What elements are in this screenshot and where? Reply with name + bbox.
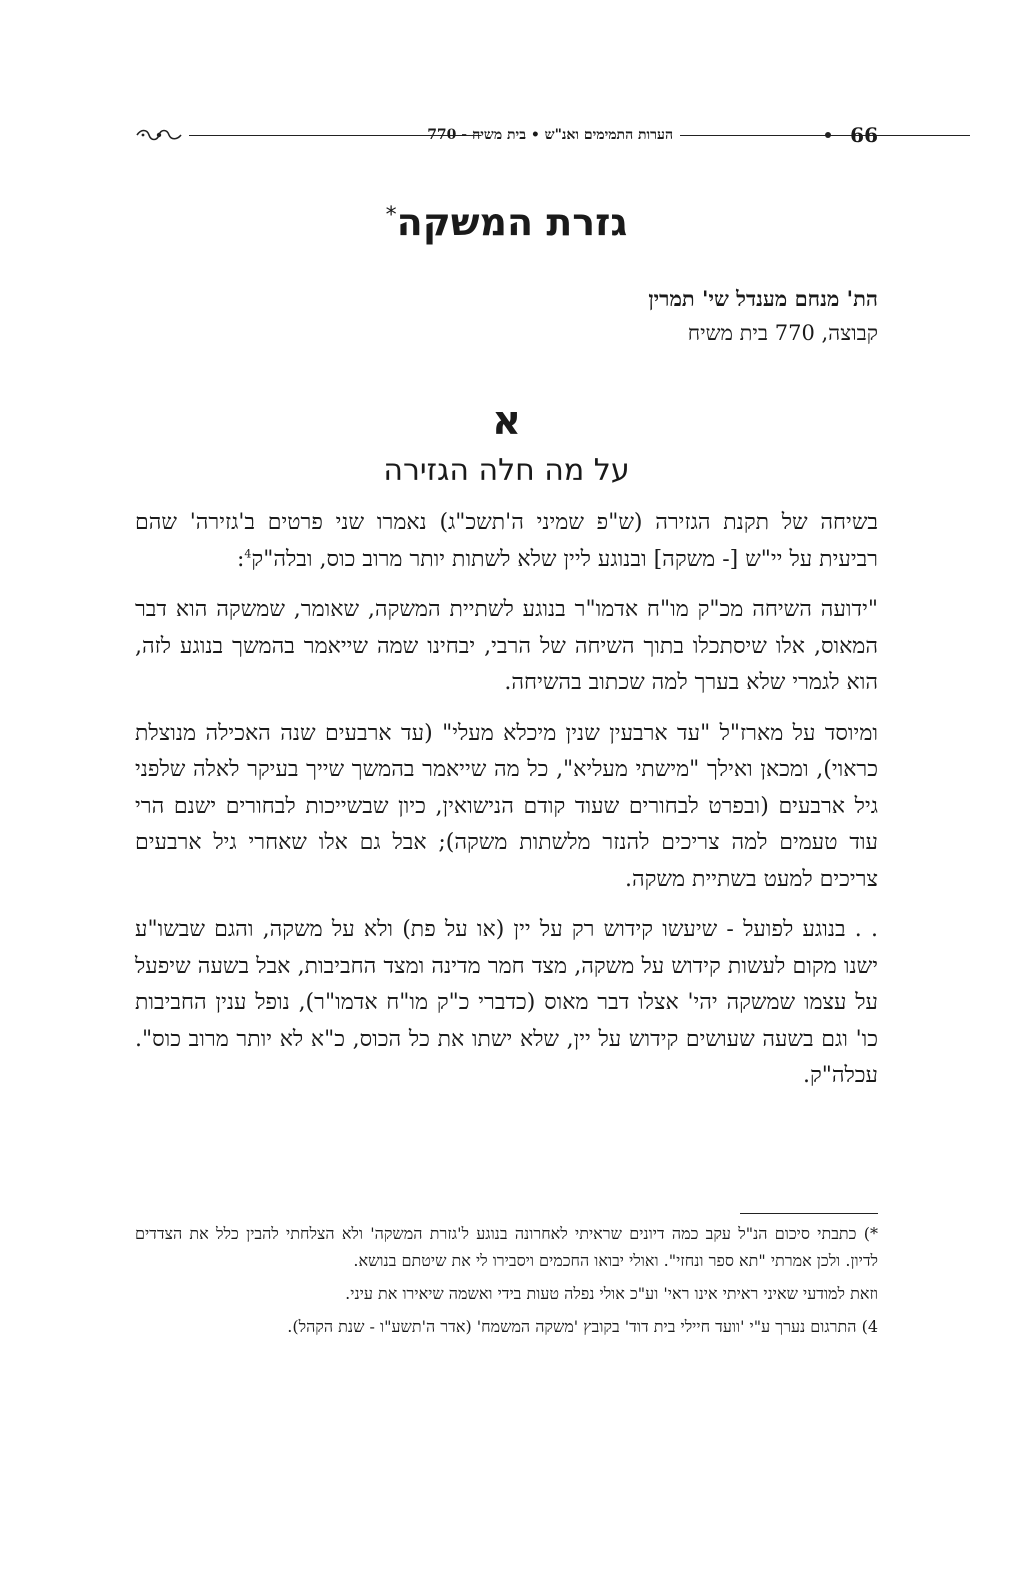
article-title-text: גזרת המשקה	[396, 200, 628, 245]
document-page	[135, 0, 878, 1582]
footnote-separator	[740, 1213, 878, 1214]
article-body	[135, 505, 878, 1109]
page-number: 66	[850, 123, 878, 147]
paragraph: "ידועה השיחה מכ"ק מו"ח אדמו"ר בנוגע לשתיית המשקה, שאומר, שמשקה הוא דבר המאוס, אלו שיסתכלו בתוך השיחה של הרבי, יבחינו שמה שייאמר בהמשך בנוגע לזה, הוא לגמרי שלא בערך למה שכתוב בהשיחה.	[135, 597, 878, 695]
ornament-icon	[135, 126, 183, 144]
title-footnote-marker: *	[385, 203, 397, 228]
author-name: הת' מנחם מענדל שי' תמרין	[648, 286, 878, 311]
paragraph-text: בשיחה של תקנת הגזירה (ש"פ שמיני ה'תשכ"ג) נאמרו שני פרטים ב'גזירה' שהם רביעית על יי"ש [- משקה] ובנוגע ליין שלא לשתות יותר מרוב כוס, ובלה"ק	[135, 510, 878, 572]
paragraph: . . בנוגע לפועל - שיעשו קידוש רק על יין (או על פת) ולא על משקה, והגם שבשו"ע ישנו מקום לעשות קידוש על משקה, מצד חמר מדינה ומצד החביבות, אבל בשעה שיפעל על עצמו שמשקה יהי' אצלו דבר מאוס (כדברי כ"ק מו"ח אדמו"ר), נופל ענין החביבות כו' וגם בשעה שעושים קידוש על יין, שלא ישתו את כל הכוס, כ"א לא יותר מרוב כוס". עכלה"ק.	[135, 917, 878, 1088]
section-title: על מה חלה הגזירה	[383, 453, 630, 488]
paragraph: ומיוסד על מארז"ל "עד ארבעין שנין מיכלא מעלי" (עד ארבעים שנה האכילה מנוצלת כראוי), ומכאן ואילך "מישתי מעליא", כל מה שייאמר בהמשך שייך בעיקר לאלה שלפני גיל ארבעים (ובפרט לבחורים שעוד קודם הנישואין, כיון שבשייכות לבחורים ישנם הרי עוד טעמים למה צריכים להנזר מלשתות משקה); אבל גם אלו שאחרי גיל ארבעים צריכים למעט בשתיית משקה.	[135, 720, 878, 892]
footnote: 4) התרגום נערך ע"י 'וועד חיילי בית דוד' בקובץ 'משקה המשמח' (אדר ה'תשע"ו - שנת הקהל).	[287, 1317, 878, 1336]
footnote-reference[interactable]: 4	[244, 547, 252, 561]
running-title: הערות התמימים ואנ"ש • בית משיח - 770	[427, 127, 673, 143]
header-bullet	[825, 132, 831, 138]
author-affiliation: קבוצה, 770 בית משיח	[687, 321, 878, 345]
article-title	[135, 190, 878, 249]
byline	[648, 282, 878, 350]
footnote: *) כתבתי סיכום הנ"ל עקב כמה דיונים שראיתי לאחרונה בנוגע ל'גזרת המשקה' ולא הצלחתי להבין כלל את הצדדים לדיון. ולכן אמרתי "תא ספר ונחזי". ואולי יבואו החכמים ויסבירו לי את שיטתם בנושא.	[135, 1224, 879, 1270]
footnotes	[135, 1220, 878, 1346]
running-header	[135, 120, 878, 150]
paragraph-text: :	[237, 546, 245, 572]
section-letter: א	[491, 398, 522, 444]
footnote: וזאת למודעי שאיני ראיתי אינו ראי' וע"כ אולי נפלה טעות בידי ואשמה שיאירו את עיני.	[345, 1284, 878, 1303]
paragraph	[135, 505, 878, 578]
